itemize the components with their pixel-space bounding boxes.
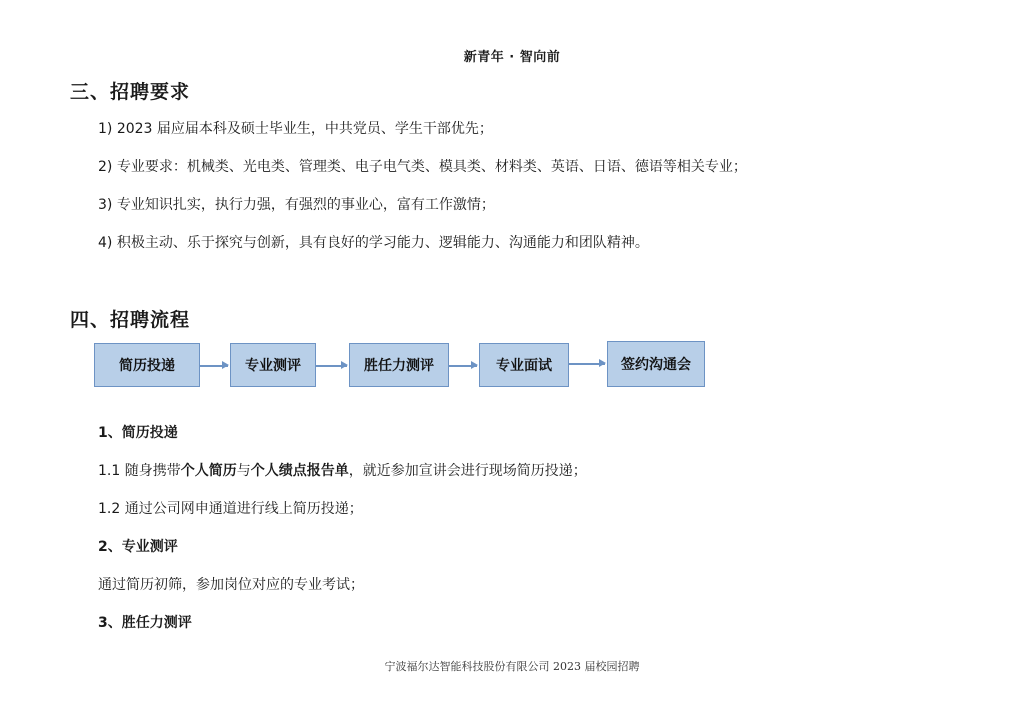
step1-line1-mid: 与 xyxy=(236,463,251,479)
page-header-title: 新青年 · 智向前 xyxy=(463,50,561,65)
flow-arrow-4 xyxy=(569,363,605,365)
recruitment-flow-diagram xyxy=(94,341,714,391)
step1-line1-bold-gpa: 个人绩点报告单 xyxy=(250,463,349,479)
step2-line1: 通过简历初筛，参加岗位对应的专业考试； xyxy=(98,577,364,593)
step1-line1 xyxy=(98,460,587,480)
requirement-item-3: 3) 专业知识扎实，执行力强，有强烈的事业心，富有工作激情； xyxy=(98,197,495,213)
step1-line1-suffix: ，就近参加宣讲会进行现场简历投递； xyxy=(348,463,587,479)
step3-heading: 3、胜任力测评 xyxy=(98,615,192,631)
section-heading-process: 四、招聘流程 xyxy=(70,309,191,331)
requirement-item-4: 4) 积极主动、乐于探究与创新，具有良好的学习能力、逻辑能力、沟通能力和团队精神。 xyxy=(98,235,649,251)
step1-heading: 1、简历投递 xyxy=(98,425,178,441)
flow-step-professional-test: 专业测评 xyxy=(230,343,316,387)
flow-step-competency-test: 胜任力测评 xyxy=(349,343,449,387)
requirement-item-1: 1) 2023 届应届本科及硕士毕业生，中共党员、学生干部优先； xyxy=(98,121,493,137)
step1-line1-prefix: 1.1 随身携带 xyxy=(98,463,181,479)
flow-arrow-1 xyxy=(200,365,228,367)
requirement-item-2: 2) 专业要求：机械类、光电类、管理类、电子电气类、模具类、材料类、英语、日语、德语等相关专业； xyxy=(98,159,747,175)
page-footer: 宁波福尔达智能科技股份有限公司 2023 届校园招聘 xyxy=(384,660,640,673)
flow-step-resume: 简历投递 xyxy=(94,343,200,387)
flow-arrow-3 xyxy=(449,365,477,367)
step2-heading: 2、专业测评 xyxy=(98,539,178,555)
step1-line2: 1.2 通过公司网申通道进行线上简历投递； xyxy=(98,501,363,517)
step1-line1-bold-resume: 个人简历 xyxy=(180,463,237,479)
flow-step-signing: 签约沟通会 xyxy=(607,341,705,387)
flow-step-interview: 专业面试 xyxy=(479,343,569,387)
section-heading-requirements: 三、招聘要求 xyxy=(70,81,191,103)
flow-arrow-2 xyxy=(316,365,347,367)
